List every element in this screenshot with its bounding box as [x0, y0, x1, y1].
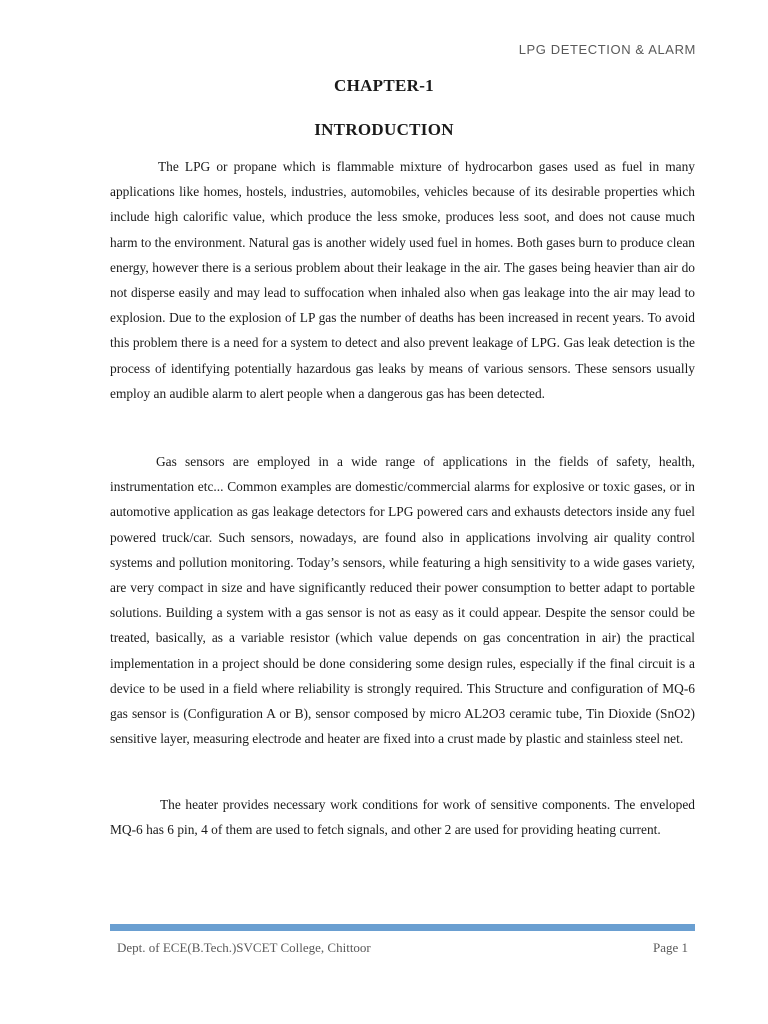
- body-paragraph-3: The heater provides necessary work conditions for work of sensitive components. The enveloped MQ-6 has 6 pin, 4 of them are used to fetch signals, and other 2 are used for providing heating current.: [110, 797, 695, 838]
- body-paragraph-1: The LPG or propane which is flammable mixture of hydrocarbon gases used as fuel in many applications like homes, hostels, industries, automobiles, vehicles because of its desirable properties which include high calorific value, which produce the less smoke, produces less soot, and does not cause much harm to the environment. Natural gas is another widely used fuel in homes. Both gases burn to produce clean energy, however there is a serious problem about their leakage in the air. The gases being heavier than air do not disperse easily and may lead to suffocation when inhaled also when gas leakage into the air may lead to explosion. Due to the explosion of LP gas the number of deaths has been increased in recent years. To avoid this problem there is a need for a system to detect and also prevent leakage of LPG. Gas leak detection is the process of identifying potentially hazardous gas leaks by means of various sensors. These sensors usually employ an audible alarm to alert people when a dangerous gas has been detected.: [110, 159, 695, 401]
- footer-page-number: Page 1: [652, 940, 688, 955]
- footer-department: Dept. of ECE(B.Tech.)SVCET College, Chittoor: [117, 940, 371, 955]
- body-paragraph-2: Gas sensors are employed in a wide range of applications in the fields of safety, health, instrumentation etc... Common examples are domestic/commercial alarms for explosive or toxic gases, or in automotive application as gas leakage detectors for LPG powered cars and exhausts detectors inside any fuel powered truck/car. Such sensors, nowadays, are found also in applications involving air quality control systems and pollution monitoring. Today’s sensors, while featuring a high sensitivity to a wide gases variety, are very compact in size and have significantly reduced their power consumption to better adapt to portable solutions. Building a system with a gas sensor is not as easy as it could appear. Despite the sensor could be treated, basically, as a variable resistor (which value depends on gas concentration in air) the practical implementation in a project should be done considering some design rules, especially if the final circuit is a device to be used in a field where reliability is strongly required. This Structure and configuration of MQ-6 gas sensor is (Configuration A or B), sensor composed by micro AL2O3 ceramic tube, Tin Dioxide (SnO2) sensitive layer, measuring electrode and heater are fixed into a crust made by plastic and stainless steel net.: [110, 454, 695, 747]
- chapter-label: CHAPTER-1: [334, 76, 434, 95]
- chapter-title: INTRODUCTION: [314, 120, 454, 139]
- running-header: LPG DETECTION & ALARM: [518, 42, 696, 57]
- footer-rule: [110, 924, 695, 931]
